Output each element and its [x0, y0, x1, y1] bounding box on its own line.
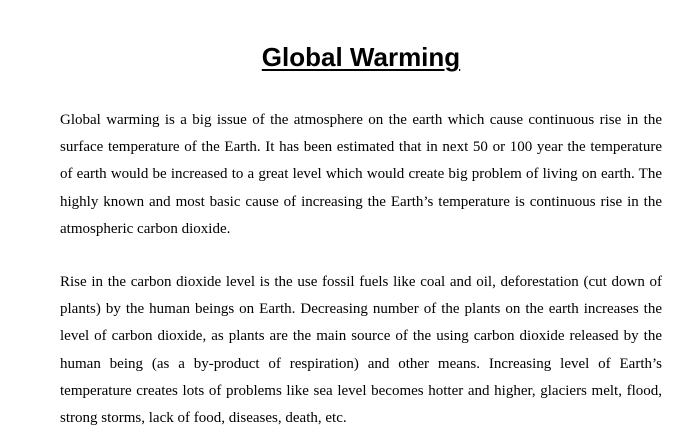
document-title: Global Warming: [261, 42, 461, 72]
paragraph-intro: Global warming is a big issue of the atmosphere on the earth which cause continuous rise in the surface temperature of the Earth. It has been estimated that in next 50 or 100 year the temperature of earth would be increased to a great level which would create big problem of living on earth. The highly known and most basic cause of increasing the Earth’s temperature is continuous rise in the atmospheric carbon dioxide.: [60, 112, 662, 237]
paragraph-causes: Rise in the carbon dioxide level is the use fossil fuels like coal and oil, deforestation (cut down of plants) by the human beings on Earth. Decreasing number of the plants on the earth increases the level of carbon dioxide, as plants are the main source of the using carbon dioxide released by the human being (as a by-product of respiration) and other means. Increasing level of Earth’s temperature creates lots of problems like sea level becomes hotter and higher, glaciers melt, flood, strong storms, lack of food, diseases, death, etc.: [60, 274, 662, 427]
